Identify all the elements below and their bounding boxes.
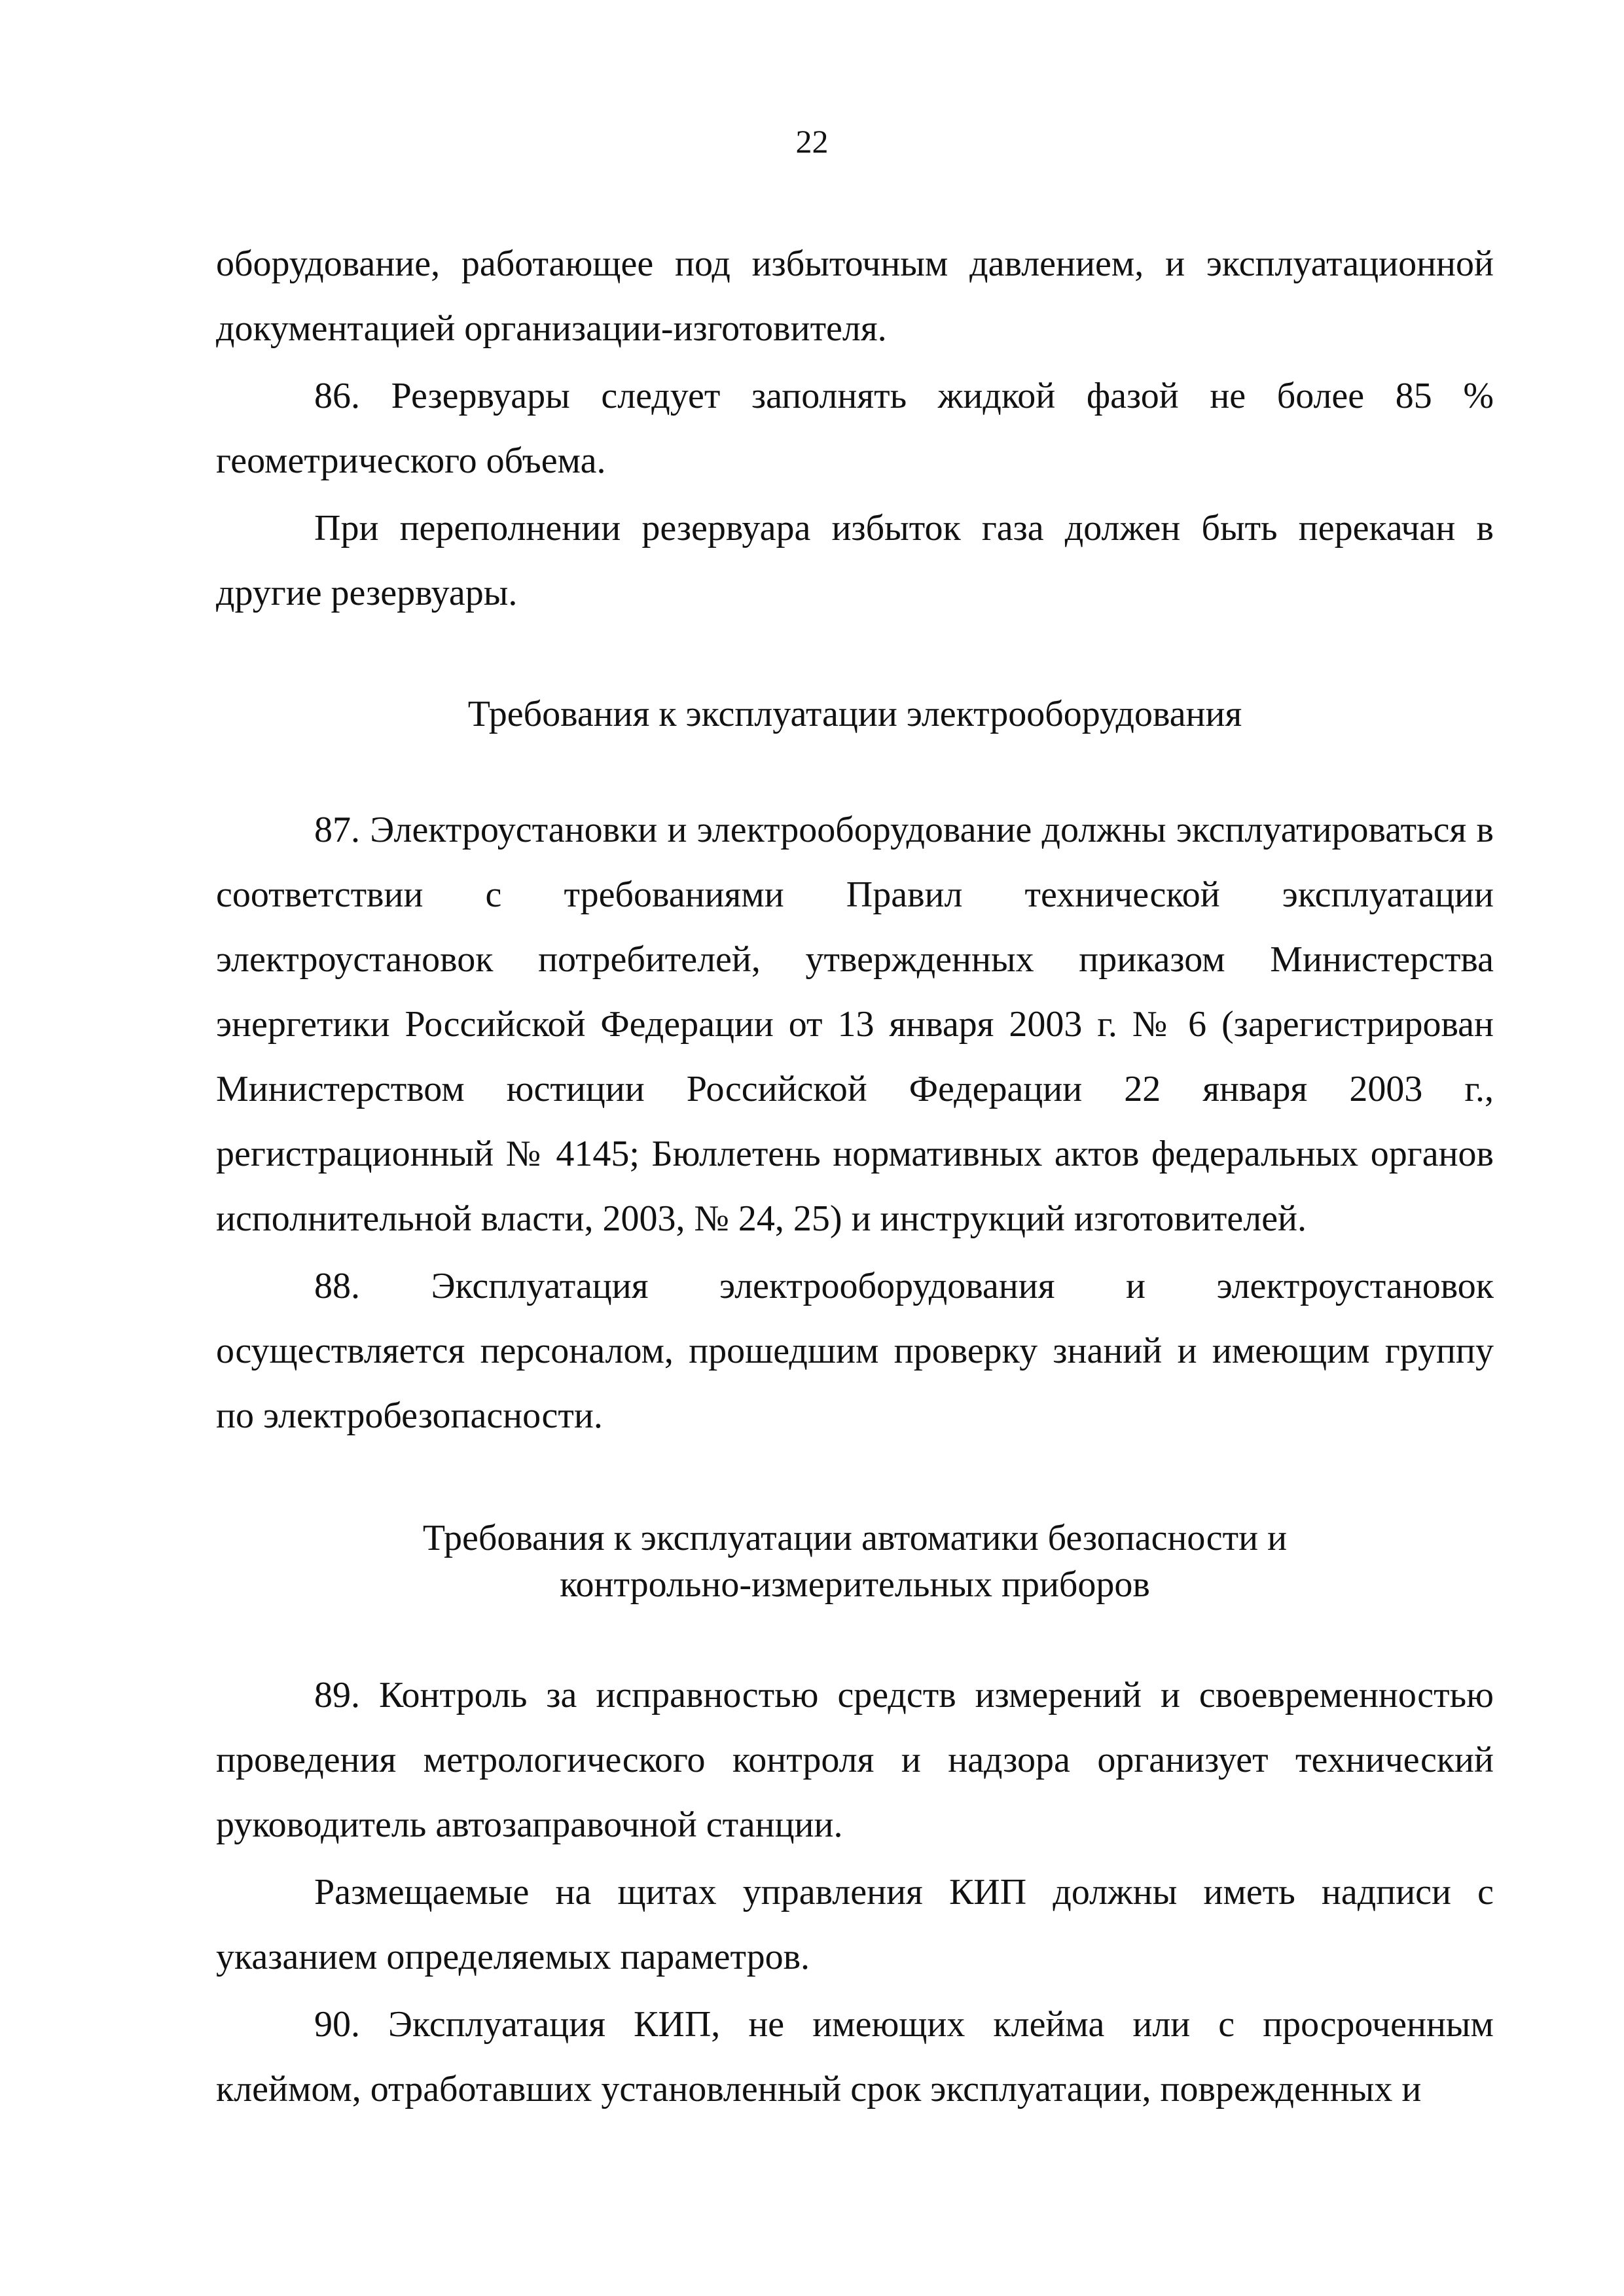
document-body — [216, 232, 1494, 2122]
section-heading-automation — [216, 1515, 1494, 1608]
paragraph-continuation: оборудование, работающее под избыточным давлением, и эксплуатационной документацией организации-изготовителя. — [216, 243, 1494, 349]
section-heading-automation-line-2: контрольно-измерительных приборов — [560, 1564, 1150, 1605]
paragraph-88: 88. Эксплуатация электрооборудования и электроустановок осуществляется персоналом, прошедшим проверку знаний и имеющим группу по электробезопасности. — [216, 1266, 1494, 1436]
paragraph-90: 90. Эксплуатация КИП, не имеющих клейма или с просроченным клеймом, отработавших установленный срок эксплуатации, поврежденных и — [216, 2004, 1494, 2109]
paragraph-86: 86. Резервуары следует заполнять жидкой фазой не более 85 % геометрического объема. — [216, 376, 1494, 481]
page-number: 22 — [795, 123, 829, 160]
paragraph-89-labels: Размещаемые на щитах управления КИП должны иметь надписи с указанием определяемых параметров. — [216, 1872, 1494, 1977]
paragraph-86-overfill: При переполнении резервуара избыток газа должен быть перекачан в другие резервуары. — [216, 508, 1494, 613]
paragraph-89: 89. Контроль за исправностью средств измерений и своевременностью проведения метрологического контроля и надзора организует технический руководитель автозаправочной станции. — [216, 1675, 1494, 1845]
section-heading-automation-line-1: Требования к эксплуатации автоматики безопасности и — [422, 1518, 1288, 1558]
paragraph-87: 87. Электроустановки и электрооборудование должны эксплуатироваться в соответствии с требованиями Правил технической эксплуатации электроустановок потребителей, утвержденных приказом Министерства энергетики Российской Федерации от 13 января 2003 г. № 6 (зарегистрирован Министерством юстиции Российской Федерации 22 января 2003 г., регистрационный № 4145; Бюллетень нормативных актов федеральных органов исполнительной власти, 2003, № 24, 25) и инструкций изготовителей. — [216, 810, 1494, 1239]
section-heading-electrical: Требования к эксплуатации электрооборудования — [467, 694, 1242, 734]
